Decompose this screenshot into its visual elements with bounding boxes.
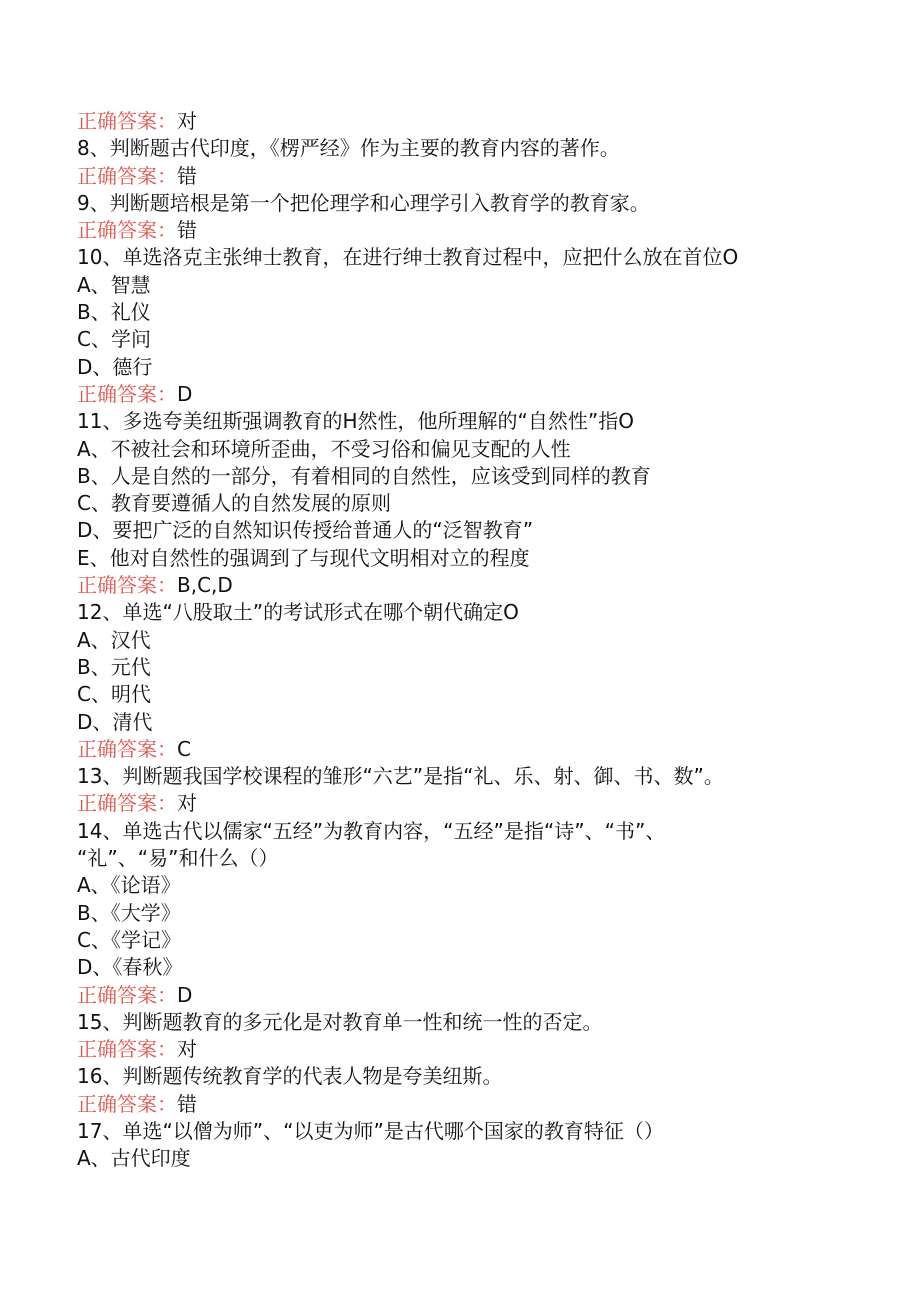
answer-label: 正确答案：: [77, 218, 177, 243]
question-line: “礼”、“易”和什么（）: [77, 846, 279, 871]
answer-line: [77, 982, 897, 1009]
option-line: C、学问: [77, 327, 151, 352]
answer-label: 正确答案：: [77, 381, 177, 406]
answer-line: [77, 217, 897, 244]
option-line: A、古代印度: [77, 1146, 191, 1171]
answer-label: 正确答案：: [77, 1037, 177, 1062]
option-line: C、《学记》: [77, 927, 181, 952]
document-page: [77, 108, 897, 1173]
answer-label: 正确答案：: [77, 1091, 177, 1116]
answer-line: [77, 1091, 897, 1118]
answer-value: 对: [177, 109, 197, 133]
option-line: D、德行: [77, 354, 153, 379]
option-line: A、《论语》: [77, 873, 181, 898]
option-line: B、《大学》: [77, 900, 181, 925]
option-line: C、教育要遵循人的自然发展的原则: [77, 491, 391, 516]
option-line: D、清代: [77, 709, 153, 734]
answer-label: 正确答案：: [77, 109, 177, 133]
answer-label: 正确答案：: [77, 982, 177, 1007]
answer-line: [77, 572, 897, 599]
option-line: B、礼仪: [77, 300, 151, 325]
answer-line: [77, 1036, 897, 1063]
question-line: 17、单选“以僧为师”、“以吏为师”是古代哪个国家的教育特征（）: [77, 1118, 664, 1143]
answer-label: 正确答案：: [77, 791, 177, 816]
option-line: E、他对自然性的强调到了与现代文明相对立的程度: [77, 545, 530, 570]
question-line: 15、判断题教育的多元化是对教育单一性和统一性的否定。: [77, 1009, 603, 1034]
question-line: 10、单选洛克主张绅士教育，在进行绅士教育过程中，应把什么放在首位O: [77, 245, 739, 270]
question-line: 13、判断题我国学校课程的雏形“六艺”是指“礼、乐、射、御、书、数”。: [77, 764, 724, 789]
answer-label: 正确答案：: [77, 573, 177, 598]
option-line: A、不被社会和环境所歪曲，不受习俗和偏见支配的人性: [77, 436, 571, 461]
answer-label: 正确答案：: [77, 736, 177, 761]
answer-value: 错: [177, 163, 197, 188]
answer-value: 对: [177, 1037, 197, 1062]
question-line: 12、单选“八股取土”的考试形式在哪个朝代确定O: [77, 600, 519, 625]
answer-value: D: [177, 982, 193, 1007]
question-line: 8、判断题古代印度，《楞严经》作为主要的教育内容的著作。: [77, 136, 620, 161]
question-line: 16、判断题传统教育学的代表人物是夸美纽斯。: [77, 1064, 503, 1089]
answer-value: 对: [177, 791, 197, 816]
answer-value: B,C,D: [177, 573, 233, 598]
answer-value: D: [177, 381, 193, 406]
question-line: 11、多选夸美纽斯强调教育的H然性，他所理解的“自然性”指O: [77, 409, 634, 434]
option-line: D、《春秋》: [77, 955, 183, 980]
option-line: A、汉代: [77, 627, 151, 652]
answer-label: 正确答案：: [77, 163, 177, 188]
answer-line: [77, 736, 897, 763]
answer-line: [77, 108, 897, 135]
question-line: 14、单选古代以儒家“五经”为教育内容，“五经”是指“诗”、“书”、: [77, 818, 666, 843]
answer-value: 错: [177, 1091, 197, 1116]
answer-value: C: [177, 736, 191, 761]
option-line: C、明代: [77, 682, 151, 707]
option-line: B、元代: [77, 654, 151, 679]
option-line: B、人是自然的一部分，有着相同的自然性，应该受到同样的教育: [77, 463, 651, 488]
option-line: A、智慧: [77, 272, 151, 297]
answer-line: [77, 790, 897, 817]
answer-line: [77, 381, 897, 408]
answer-line: [77, 163, 897, 190]
answer-value: 错: [177, 218, 197, 243]
option-line: D、要把广泛的自然知识传授给普通人的“泛智教育”: [77, 518, 534, 543]
question-line: 9、判断题培根是第一个把伦理学和心理学引入教育学的教育家。: [77, 190, 650, 215]
